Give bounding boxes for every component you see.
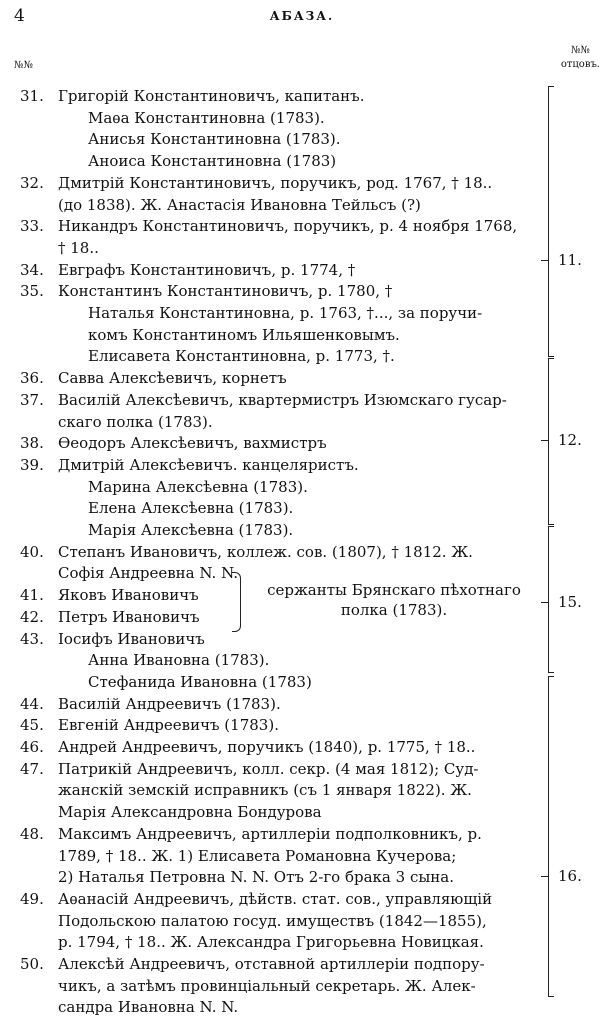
entry-text: Іосифъ Ивановичъ bbox=[58, 629, 205, 648]
father-brace-1-bottom bbox=[548, 356, 554, 357]
father-brace-2-mid bbox=[541, 440, 548, 441]
entry-text: сандра Ивановна N. N. bbox=[58, 998, 239, 1017]
entry-text: Ѳеодоръ Алексѣевичъ, вахмистръ bbox=[58, 434, 327, 453]
entry-text: Василій Андреевичъ (1783). bbox=[58, 694, 281, 713]
father-brace-3-mid bbox=[541, 602, 548, 603]
father-brace-1-mid bbox=[541, 260, 548, 261]
entry-text: жанскій земскій исправникъ (съ 1 января 1822). Ж. bbox=[58, 781, 472, 800]
entry-text: Анисья Константиновна (1783). bbox=[88, 130, 341, 149]
entry-text: Марина Алексѣевна (1783). bbox=[88, 477, 308, 496]
column-label-left: №№ bbox=[14, 60, 33, 71]
entry-number: 48. bbox=[20, 824, 44, 843]
father-number-1: 11. bbox=[558, 251, 582, 269]
father-brace-4-mid bbox=[541, 876, 548, 877]
inner-note-line-2: полка (1783). bbox=[340, 601, 448, 619]
father-brace-3-bottom bbox=[548, 672, 554, 673]
entry-text: Евгеній Андреевичъ (1783). bbox=[58, 716, 279, 735]
entry-text: р. 1794, † 18.. Ж. Александра Григорьевна Новицкая. bbox=[58, 933, 484, 952]
father-brace-4-top bbox=[548, 676, 554, 677]
entry-text: Максимъ Андреевичъ, артиллеріи подполковникъ, р. bbox=[58, 824, 482, 843]
page-number: 4 bbox=[14, 6, 25, 26]
entry-text: Наталья Константиновна, р. 1763, †..., за поручи- bbox=[88, 304, 483, 322]
entry-text: Савва Алексѣевичъ, корнетъ bbox=[58, 369, 287, 388]
father-brace-4-bottom bbox=[548, 996, 554, 997]
entry-number: 41. bbox=[20, 586, 44, 605]
entry-text: Яковъ Ивановичъ bbox=[58, 586, 199, 605]
entry-number: 32. bbox=[20, 173, 44, 192]
father-brace-4 bbox=[548, 676, 549, 996]
entry-text: Никандръ Константиновичъ, поручикъ, р. 4 ноября 1768, bbox=[58, 217, 518, 236]
entry-text: Софія Андреевна N. N. bbox=[58, 564, 239, 583]
entry-text: Андрей Андреевичъ, поручикъ (1840), р. 1775, † 18.. bbox=[58, 738, 476, 756]
entry-text: Петръ Ивановичъ bbox=[58, 607, 200, 626]
entry-text: Марія Александровна Бондурова bbox=[58, 803, 322, 822]
column-label-right bbox=[561, 44, 600, 72]
entry-number: 49. bbox=[20, 889, 44, 908]
entry-text: комъ Константиномъ Ильяшенковымъ. bbox=[88, 325, 400, 344]
father-brace-1-top bbox=[548, 86, 554, 87]
column-label-right-bottom: отцовъ. bbox=[560, 59, 600, 70]
father-number-2: 12. bbox=[558, 431, 582, 449]
entry-number: 42. bbox=[20, 607, 44, 626]
entry-number: 31. bbox=[20, 87, 44, 105]
entry-number: 50. bbox=[20, 955, 44, 973]
entry-text: Степанъ Ивановичъ, коллеж. сов. (1807), † 1812. Ж. bbox=[58, 542, 473, 561]
entry-text: 2) Наталья Петровна N. N. Отъ 2-го брака 3 сына. bbox=[58, 868, 454, 887]
father-number-4: 16. bbox=[558, 867, 582, 885]
entry-number: 37. bbox=[20, 390, 44, 409]
entry-number: 38. bbox=[20, 434, 44, 453]
inner-note bbox=[246, 580, 542, 620]
entry-text: Аѳанасій Андреевичъ, дѣйств. стат. сов., управляющій bbox=[58, 889, 493, 908]
entry-text: Елена Алексѣевна (1783). bbox=[88, 499, 294, 518]
entry-text: Григорій Константиновичъ, капитанъ. bbox=[58, 87, 365, 105]
entry-text: Анна Ивановна (1783). bbox=[88, 651, 270, 670]
entry-text: Елисавета Константиновна, р. 1773, †. bbox=[88, 347, 395, 366]
running-head: АБАЗА. bbox=[269, 9, 335, 23]
entry-text: Дмитрій Алексѣевичъ. канцеляристъ. bbox=[58, 455, 359, 474]
entry-text: (до 1838). Ж. Анастасія Ивановна Тейльсъ (?) bbox=[58, 195, 421, 214]
inner-brace bbox=[232, 572, 241, 632]
entry-text: Марія Алексѣевна (1783). bbox=[88, 521, 294, 539]
entry-text: Василій Алексѣевичъ, квартермистръ Изюмскаго гусар- bbox=[58, 390, 507, 409]
entry-text: Патрикій Андреевичъ, колл. секр. (4 мая 1812); Суд- bbox=[58, 759, 479, 778]
father-number-3: 15. bbox=[558, 593, 582, 611]
entry-text: 1789, † 18.. Ж. 1) Елисавета Романовна Кучерова; bbox=[58, 846, 457, 865]
entry-number: 45. bbox=[20, 716, 44, 735]
entry-text: † 18.. bbox=[58, 238, 99, 257]
entry-text: Подольскою палатою госуд. имуществъ (1842—1855), bbox=[58, 911, 487, 930]
father-brace-3-top bbox=[548, 526, 554, 527]
entry-number: 35. bbox=[20, 282, 44, 301]
entry-text: Дмитрій Константиновичъ, поручикъ, род. 1767, † 18.. bbox=[58, 173, 493, 192]
entry-number: 47. bbox=[20, 759, 44, 778]
father-brace-2-top bbox=[548, 358, 554, 359]
entry-text: Евграфъ Константиновичъ, р. 1774, † bbox=[58, 260, 356, 279]
entry-text: Стефанида Ивановна (1783) bbox=[88, 672, 312, 691]
entry-text: Алексѣй Андреевичъ, отставной артиллеріи подпору- bbox=[58, 955, 485, 973]
entry-number: 43. bbox=[20, 629, 44, 648]
entry-text: чикъ, а затѣмъ провинціальный секретарь. Ж. Алек- bbox=[58, 976, 476, 995]
entry-number: 33. bbox=[20, 217, 44, 236]
father-brace-3 bbox=[548, 526, 549, 672]
entry-text: скаго полка (1783). bbox=[58, 412, 213, 431]
entry-number: 36. bbox=[20, 369, 44, 388]
entry-text: Аноиса Константиновна (1783) bbox=[88, 152, 337, 171]
entry-text: Маѳа Константиновна (1783). bbox=[88, 108, 325, 127]
entry-number: 34. bbox=[20, 260, 44, 279]
father-brace-2-bottom bbox=[548, 524, 554, 525]
column-label-right-top: №№ bbox=[570, 45, 590, 56]
entry-number: 39. bbox=[20, 455, 44, 474]
entry-number: 46. bbox=[20, 738, 44, 756]
entry-text: Константинъ Константиновичъ, р. 1780, † bbox=[58, 282, 393, 301]
father-brace-1 bbox=[548, 86, 549, 356]
father-brace-2 bbox=[548, 358, 549, 524]
inner-note-line-1: сержанты Брянскаго пѣхотнаго bbox=[267, 581, 521, 599]
entry-number: 44. bbox=[20, 694, 44, 713]
entry-number: 40. bbox=[20, 542, 44, 561]
